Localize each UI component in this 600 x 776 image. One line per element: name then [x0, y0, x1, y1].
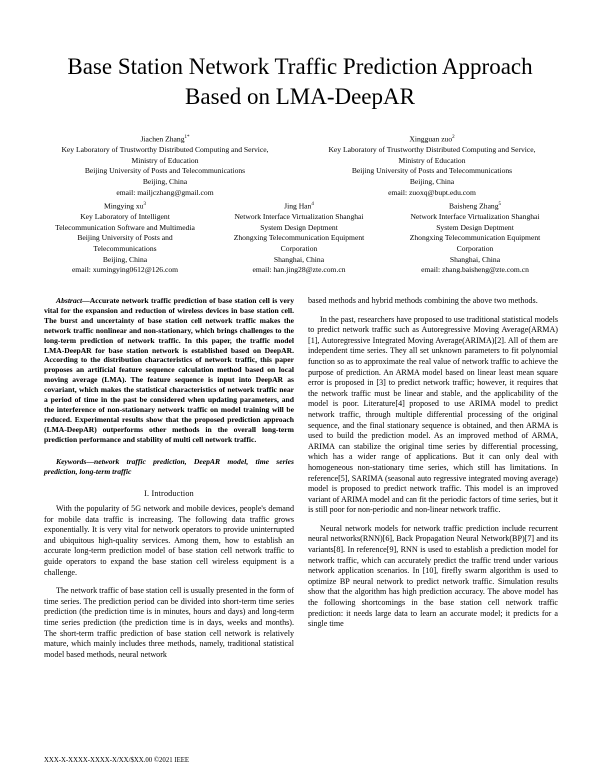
author-affiliation: Key Laboratory of Trustworthy Distributed Computing and Service,: [328, 145, 536, 155]
paragraph: With the popularity of 5G network and mobile devices, people's demand for mobile data traffic is increasing. The following data traffic grows exponentially. It is very vital for network operators to provide uninterrupted and ubiquitous high-quality services. Among them, how to establish an accurate long-term prediction model of base station cell network traffic to guide operators to expand the base station cell wireless equipment is a challenge.: [44, 504, 294, 577]
author-affiliation: Telecommunication Software and Multimedia: [55, 222, 195, 232]
author-affiliation: Corporation: [456, 243, 494, 253]
author-affiliation: Beijing University of Posts and Telecommunications: [84, 166, 246, 176]
author-affiliation: Zhongxing Telecommunication Equipment: [233, 233, 365, 243]
author-block-3: [40, 200, 210, 276]
author-block-1: [40, 133, 290, 198]
author-location: Beijing, China: [102, 254, 148, 264]
author-affiliation: System Design Deptment: [436, 222, 514, 232]
abstract-label: Abstract: [56, 296, 83, 305]
abstract: [44, 296, 294, 445]
author-location: Beijing, China: [142, 176, 188, 186]
author-location: Shanghai, China: [449, 254, 501, 264]
paragraph: In the past, researchers have proposed to use traditional statistical models to predict network traffic such as Autoregressive Moving Average(ARMA)[1], Autoregressive Integrated Moving Average(ARIMA)[2]. All of them are independent time series. They all set unknown parameters to fit polynomial function so as to approximate the real value of network traffic to achieve the purpose of prediction. An ARMA model based on linear least mean square error is proposed in [3] to predict network traffic; however, it requires that the network traffic must be linear and stable, and the applicability of the model is poor. Literature[4] proposed to use ARIMA model to predict network traffic, through multiple differential processing of the original sequence, and the final stationary sequence is obtained, and then ARMA is used to build the prediction model. As an improved method of ARMA, ARIMA can stabilize the original time series by differential processing, which has a wider range of applications. But it can only deal with homogeneous non-stationary time series, which still has limitations. In reference[5], SARIMA (seasonal auto regressive integrated moving average) model is proposed to predict network traffic. This model is an improved variant of ARIMA model and can fit the periodic factors of time series, but it is still poor for non-periodic and non-linear network traffic.: [308, 314, 558, 515]
abstract-text: —Accurate network traffic prediction of base station cell is very vital for the expansion and reduction of wireless devices in base station cell. The burst and uncertainty of base station cell network traffic makes the network traffic nonlinear and non-stationary, which brings challenges to the long-term prediction of network traffic. In this paper, the traffic model LMA-DeepAR for base station network is established based on DeepAR. According to the distribution characteristics of network traffic, this paper proposes an artificial feature sequence calculation method based on local moving average (LMA). The feature sequence is input into DeepAR as covariant, which makes the statistical characteristics of network traffic near a period of time in the past be considered when updating parameters, and the interference of non-stationary network traffic on model training will be reduced. Experimental results show that the proposed prediction approach (LMA-DeepAR) outperforms other methods in the overall long-term prediction performance and stability of multi cell network traffic.: [44, 296, 294, 444]
title-line-2: Based on LMA-DeepAR: [185, 84, 415, 109]
left-column: [44, 296, 294, 660]
right-column: [308, 296, 558, 630]
author-affiliation: Key Laboratory of Trustworthy Distributed Computing and Service,: [61, 145, 269, 155]
paper-title: [40, 52, 560, 112]
author-location: Shanghai, China: [273, 254, 325, 264]
author-affiliation: Zhongxing Telecommunication Equipment: [409, 233, 541, 243]
title-line-1: Base Station Network Traffic Prediction Approach: [67, 54, 533, 79]
author-affiliation: Beijing University of Posts and: [77, 233, 173, 243]
author-email: email: zhang.baisheng@zte.com.cn: [421, 265, 529, 275]
author-block-2: [307, 133, 557, 198]
author-email: email: mailjczhang@gmail.com: [116, 187, 214, 197]
paragraph: based methods and hybrid methods combining the above two methods.: [308, 296, 538, 305]
author-name: Mingying $xu^3$: [104, 201, 146, 211]
author-name: Baisheng Zhang$^5$: [448, 201, 502, 211]
author-affiliation: Ministry of Education: [398, 155, 466, 165]
author-location: Beijing, China: [409, 176, 455, 186]
section-heading: I. Introduction: [144, 489, 194, 499]
author-affiliation: Beijing University of Posts and Telecommunications: [351, 166, 513, 176]
author-email: email: xumingying0612@126.com: [71, 265, 179, 275]
paragraph: The network traffic of base station cell is usually presented in the form of time series. The prediction period can be divided into short-term time series prediction (the prediction time is in minutes, hours and days) and long-term time series prediction (the prediction time is in days, weeks and months). The short-term traffic prediction of base station cell network is relatively mature, which mainly includes three methods, namely, traditional statistical model based methods, neural network: [44, 586, 294, 659]
keywords: Keywords—network traffic prediction, DeepAR model, time series prediction, long-term traffic: [44, 456, 294, 476]
author-affiliation: Network Interface Virtualization Shanghai: [234, 212, 364, 222]
author-email: email: han.jing28@zte.com.cn: [252, 265, 346, 275]
author-name: Jing Han$^4$: [284, 201, 314, 211]
author-block-5: [390, 200, 560, 276]
author-affiliation: Network Interface Virtualization Shanghai: [410, 212, 540, 222]
author-affiliation: Key Laboratory of Intelligent: [80, 212, 170, 222]
author-affiliation: Telecommunications: [93, 243, 157, 253]
author-affiliation: System Design Deptment: [260, 222, 338, 232]
author-email: email: zuoxq@bupt.edu.com: [388, 187, 476, 197]
author-name: Jiachen Zhang$^{1*}$: [140, 134, 190, 144]
author-block-4: [214, 200, 384, 276]
copyright-footer: XXX-X-XXXX-XXXX-X/XX/$XX.00 ©2021 IEEE: [44, 757, 190, 764]
paragraph: Neural network models for network traffic prediction include recurrent neural networks(RNN)[6], Back Propagation Neural Network(BP)[7] and its variants[8]. In reference[9], RNN is used to establish a prediction model for network traffic, which can accurately predict the traffic trend under various network application scenarios. In [10], firefly swarm algorithm is used to optimize BP neural network to predict network traffic. Simulation results show that the algorithm has high prediction accuracy. The above model has the following shortcomings in the base station cell network traffic prediction: it needs large data to learn an accurate model; it predicts for a single time: [308, 523, 558, 629]
author-affiliation: Ministry of Education: [131, 155, 199, 165]
author-affiliation: Corporation: [280, 243, 318, 253]
author-name: Xingguan zuo$^2$: [409, 134, 455, 144]
